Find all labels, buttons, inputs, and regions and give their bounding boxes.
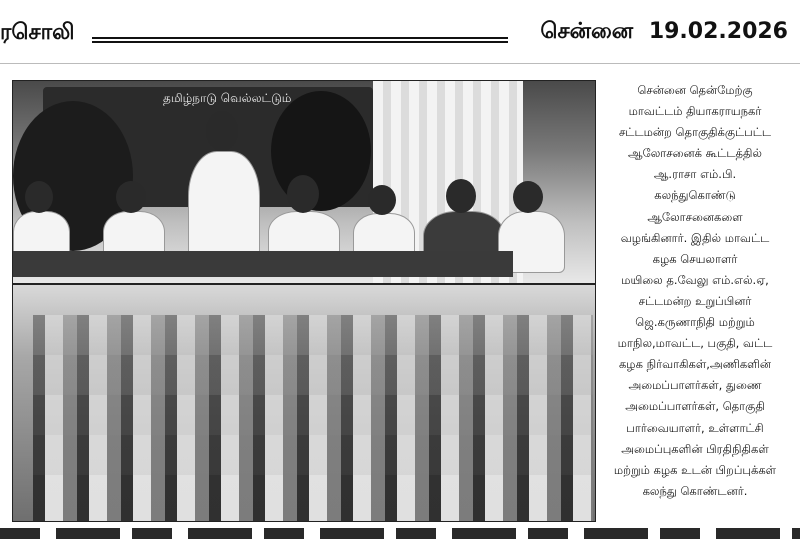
audience-row: [33, 315, 593, 355]
stage-photo: [12, 80, 596, 284]
caption-line: பார்வையாளர், உள்ளாட்சி: [626, 420, 764, 435]
speaker: [188, 151, 260, 263]
stage-table: [13, 251, 513, 277]
audience-row: [33, 355, 593, 395]
caption-line: ஆலோசனைக் கூட்டத்தில்: [628, 146, 762, 161]
audience-row: [33, 435, 593, 475]
newspaper-name: ரசொலி: [0, 20, 75, 45]
banner-portrait: [271, 91, 371, 211]
caption-line: கலந்துகொண்டு: [654, 188, 736, 203]
caption-line: சட்டமன்ற தொகுதிக்குட்பட்ட: [618, 125, 772, 140]
caption-line: மாநில,மாவட்ட, பகுதி, வட்ட: [617, 336, 773, 351]
caption-line: கழக நிர்வாகிகள்,அணிகளின்: [618, 357, 772, 372]
divider: [0, 63, 800, 64]
dateline: [540, 19, 788, 47]
stage-guest-head: [287, 175, 319, 213]
dateline-date: 19.02.2026: [648, 19, 788, 44]
caption-line: மாவட்டம் தியாகராயநகர்: [628, 104, 762, 119]
masthead: [0, 0, 800, 60]
photo-caption: [598, 80, 792, 522]
caption-line: அமைப்புகளின் பிரதிநிதிகள்: [621, 441, 769, 456]
audience-row: [33, 395, 593, 435]
caption-text: [598, 80, 792, 502]
masthead-rule: [92, 37, 508, 39]
caption-line: மயிலை த.வேலு எம்.எல்.ஏ,: [621, 272, 769, 287]
stage-guest-head: [116, 181, 146, 213]
speaker-head: [206, 111, 238, 151]
caption-line: கழக செயலாளர்: [652, 251, 738, 266]
banner-text: தமிழ்நாடு வெல்லட்டும்: [163, 91, 292, 105]
caption-line: அமைப்பாளர்கள், தொகுதி: [625, 399, 765, 414]
stage-guest-head: [368, 185, 396, 215]
caption-line: அமைப்பாளர்கள், துணை: [628, 378, 762, 393]
next-headline-fragment: [0, 528, 800, 539]
stage-guest-head: [513, 181, 543, 213]
caption-line: மற்றும் கழக உடன் பிறப்புக்கள்: [613, 462, 777, 477]
caption-line: ஆ.ராசா எம்.பி.: [653, 167, 737, 182]
caption-line: ஜெ.கருணாநிதி மற்றும்: [635, 315, 755, 330]
audience-photo: [12, 284, 596, 522]
caption-line: கலந்து கொண்டனர்.: [642, 483, 748, 498]
caption-line: சட்டமன்ற உறுப்பினர்: [638, 293, 752, 308]
stage-guest-head: [446, 179, 476, 213]
caption-line: வழங்கினார். இதில் மாவட்ட: [620, 230, 770, 245]
stage-guest-head: [25, 181, 53, 213]
caption-line: ஆலோசனைகளை: [647, 209, 743, 224]
caption-line: சென்னை தென்மேற்கு: [637, 83, 753, 97]
masthead-rule: [92, 41, 508, 43]
dateline-city: சென்னை: [540, 19, 634, 44]
audience-row: [33, 475, 593, 521]
